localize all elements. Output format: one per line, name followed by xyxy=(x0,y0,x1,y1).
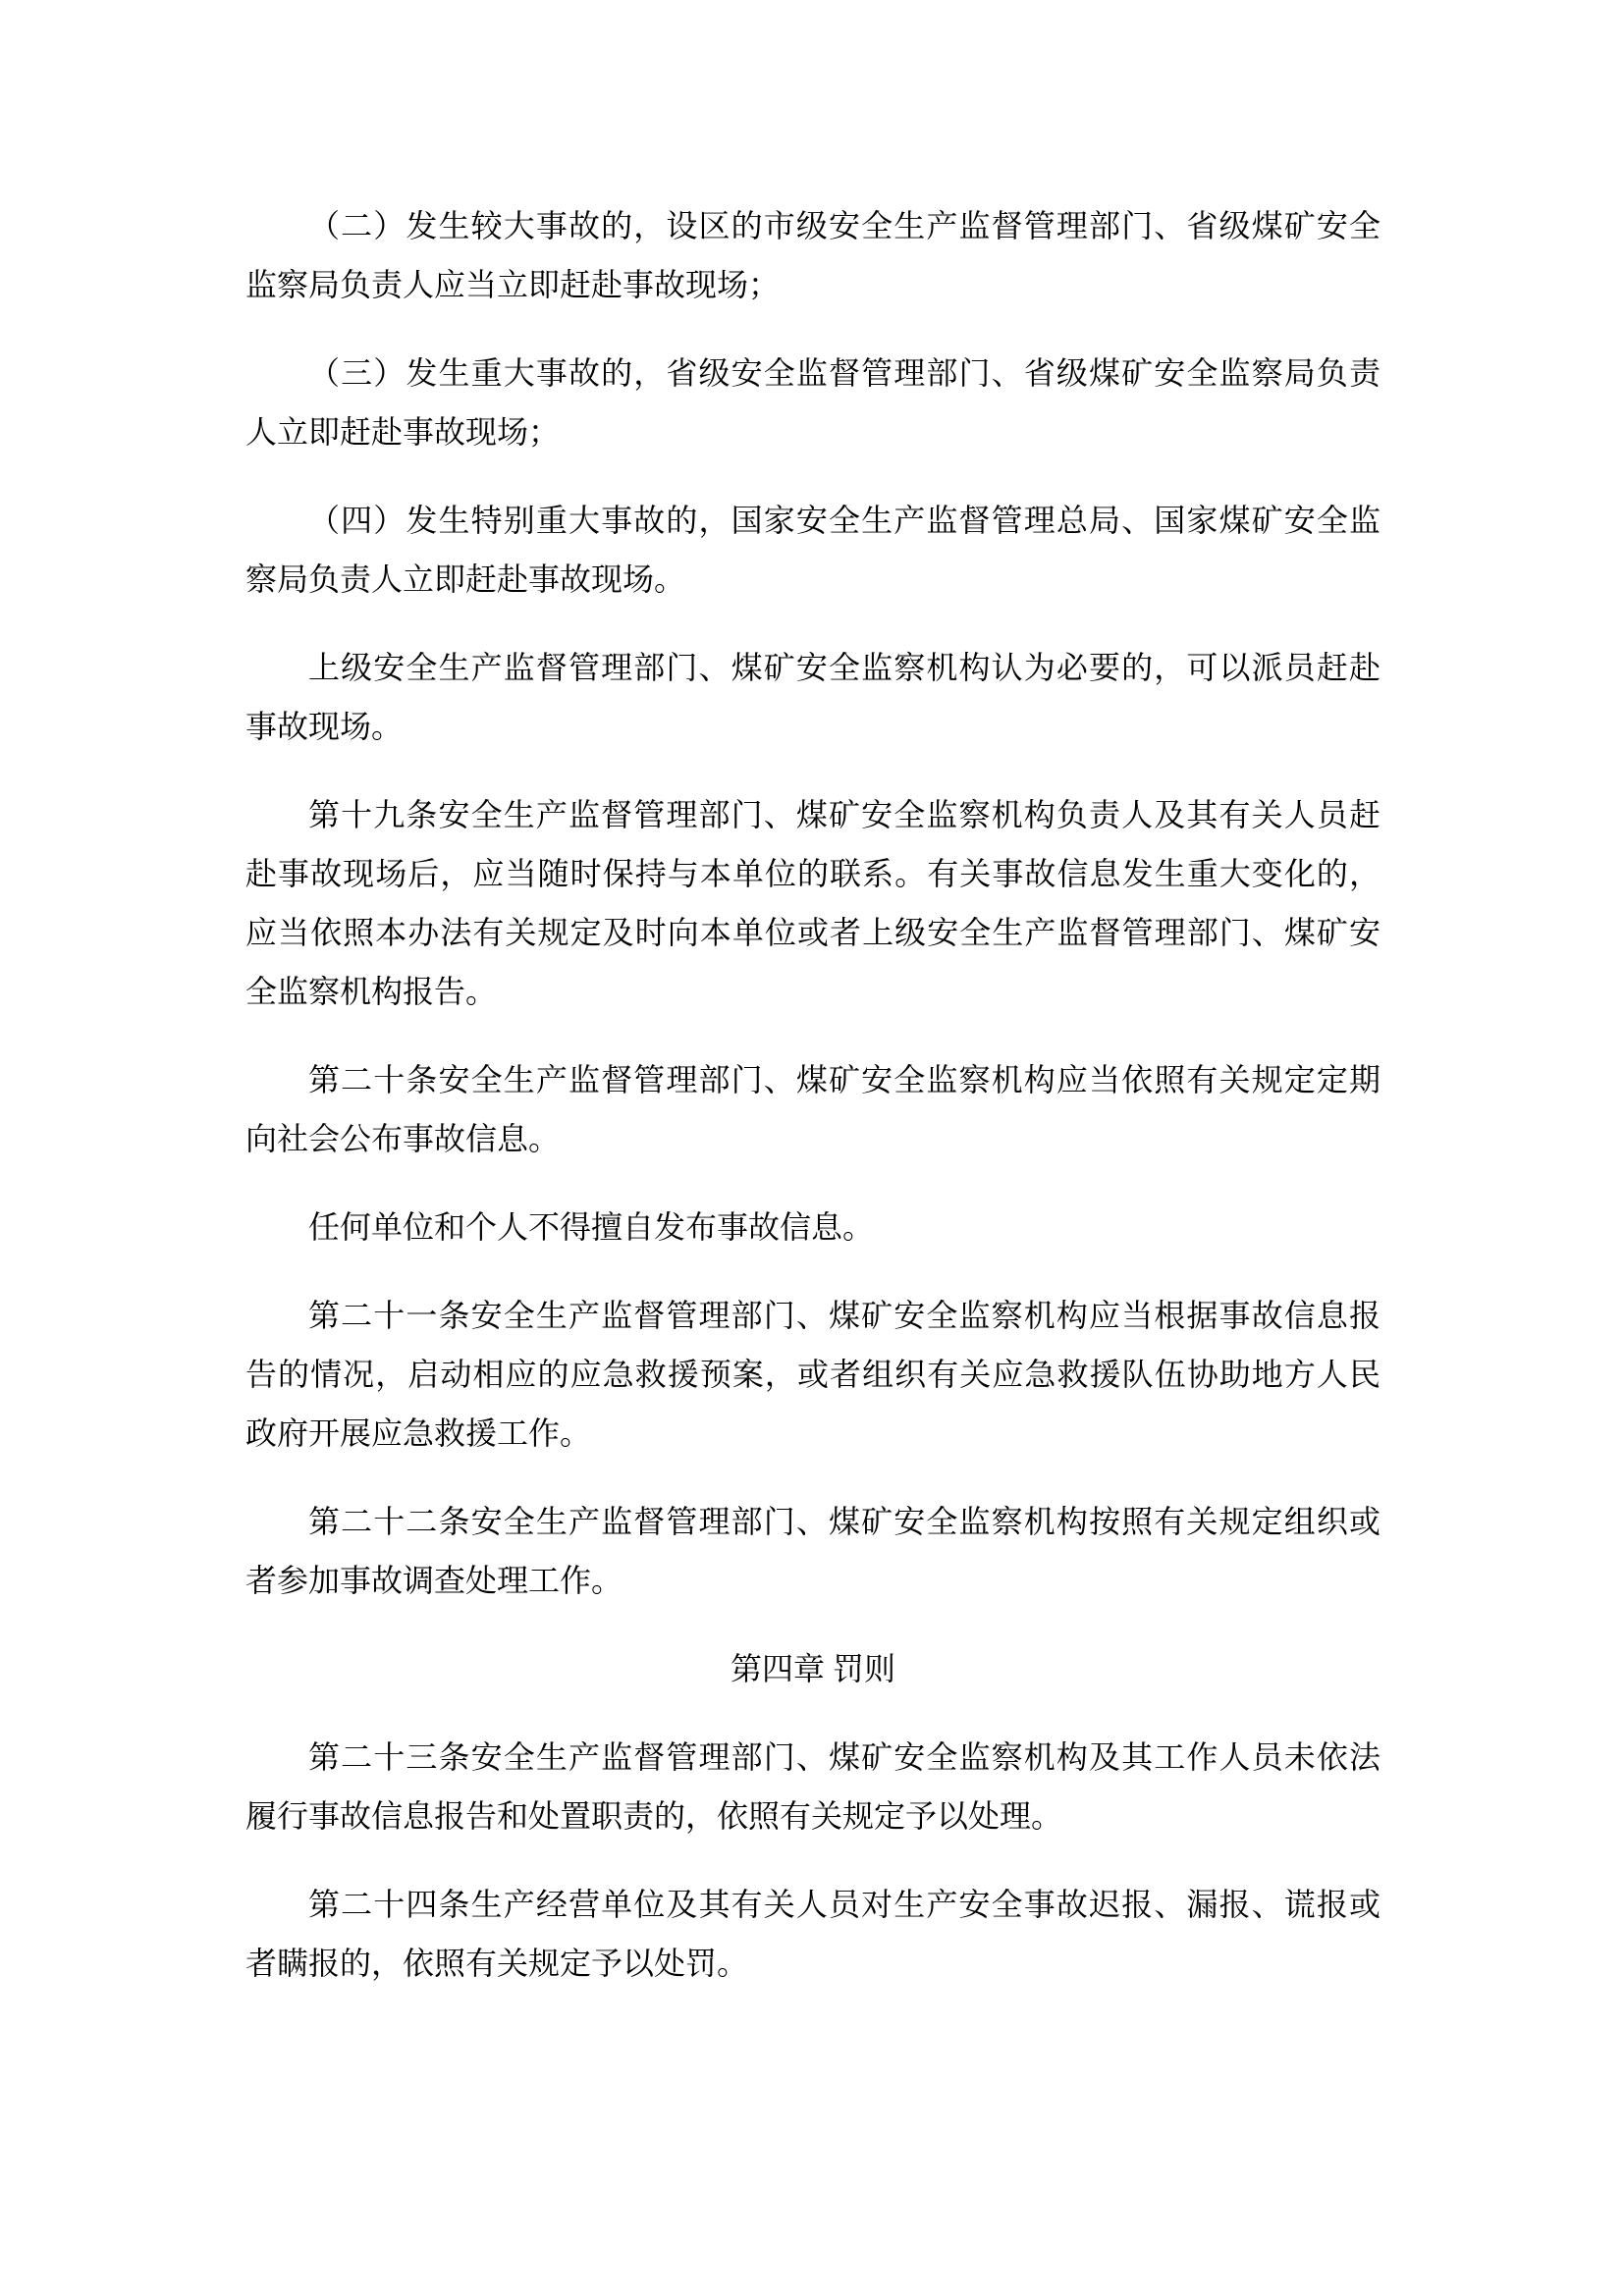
text-line: 第二十四条生产经营单位及其有关人员对生产安全事故迟报、漏报、谎报或 xyxy=(308,1887,1380,1922)
text-line: 履行事故信息报告和处置职责的，依照有关规定予以处理。 xyxy=(245,1798,1063,1834)
document-body xyxy=(245,196,1380,2022)
chapter-heading-text: 第四章 罚则 xyxy=(730,1651,895,1686)
paragraph xyxy=(245,638,1380,756)
text-line: 第十九条安全生产监督管理部门、煤矿安全监察机构负责人及其有关人员赶 xyxy=(308,797,1380,832)
text-line: 上级安全生产监督管理部门、煤矿安全监察机构认为必要的，可以派员赶赴 xyxy=(308,650,1380,685)
paragraph xyxy=(245,196,1380,314)
paragraph xyxy=(245,1198,1380,1256)
paragraph xyxy=(245,344,1380,461)
text-line: 应当依照本办法有关规定及时向本单位或者上级安全生产监督管理部门、煤矿安 xyxy=(245,915,1380,950)
text-line: 者瞒报的，依照有关规定予以处罚。 xyxy=(245,1946,749,1981)
text-line: （四）发生特别重大事故的，国家安全生产监督管理总局、国家煤矿安全监 xyxy=(308,503,1380,538)
text-line: 告的情况，启动相应的应急救援预案，或者组织有关应急救援队伍协助地方人民 xyxy=(245,1357,1380,1392)
paragraph xyxy=(245,1050,1380,1168)
text-line: （三）发生重大事故的，省级安全监督管理部门、省级煤矿安全监察局负责 xyxy=(308,355,1380,391)
paragraph xyxy=(245,1728,1380,1845)
text-line: 监察局负责人应当立即赶赴事故现场； xyxy=(245,267,781,302)
text-line: 向社会公布事故信息。 xyxy=(245,1121,561,1156)
text-line: 第二十二条安全生产监督管理部门、煤矿安全监察机构按照有关规定组织或 xyxy=(308,1504,1380,1539)
text-line: 第二十一条安全生产监督管理部门、煤矿安全监察机构应当根据事故信息报 xyxy=(308,1298,1380,1333)
paragraph xyxy=(245,1492,1380,1610)
text-line: 第二十三条安全生产监督管理部门、煤矿安全监察机构及其工作人员未依法 xyxy=(308,1739,1380,1775)
text-line: 察局负责人立即赶赴事故现场。 xyxy=(245,561,686,597)
paragraph xyxy=(245,1875,1380,1993)
text-line: 全监察机构报告。 xyxy=(245,974,498,1009)
text-line: 赴事故现场后，应当随时保持与本单位的联系。有关事故信息发生重大变化的， xyxy=(245,856,1380,891)
text-line: 任何单位和个人不得擅自发布事故信息。 xyxy=(308,1209,875,1245)
paragraph xyxy=(245,491,1380,609)
text-line: 者参加事故调查处理工作。 xyxy=(245,1563,623,1598)
paragraph xyxy=(245,785,1380,1021)
text-line: 事故现场。 xyxy=(245,709,404,744)
text-line: 第二十条安全生产监督管理部门、煤矿安全监察机构应当依照有关规定定期 xyxy=(308,1062,1380,1097)
text-line: 人立即赶赴事故现场； xyxy=(245,414,561,450)
paragraph xyxy=(245,1286,1380,1463)
text-line: （二）发生较大事故的，设区的市级安全生产监督管理部门、省级煤矿安全 xyxy=(308,208,1380,243)
chapter-heading xyxy=(245,1639,1380,1698)
text-line: 政府开展应急救援工作。 xyxy=(245,1415,592,1451)
